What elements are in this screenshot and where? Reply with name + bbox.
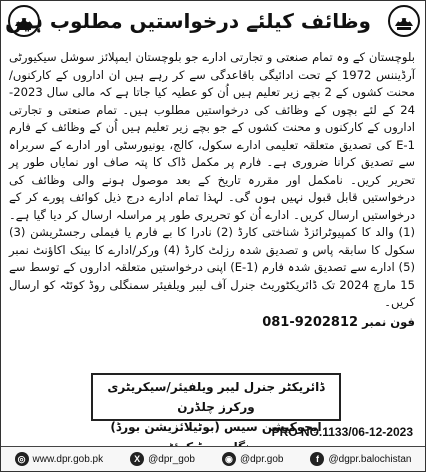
footer: [1, 446, 425, 471]
pro-number: PRO NO.1133/06-12-2023: [271, 425, 413, 439]
instagram-text: @dpr.gob: [239, 453, 284, 465]
footer-instagram[interactable]: [222, 452, 284, 466]
facebook-text: @dgpr.balochistan: [328, 453, 412, 465]
phone-number: 081-9202812: [262, 314, 359, 330]
header: [5, 4, 423, 40]
twitter-icon: X: [130, 452, 144, 466]
globe-icon: ◎: [15, 452, 29, 466]
page-title: وظائف کیلئے درخواستیں مطلوب ہیں: [5, 9, 371, 33]
twitter-text: @dpr_gob: [148, 453, 195, 465]
phone-line: [9, 314, 415, 332]
signature-line-2: ایجوکیشن سیس (بوٹیلائزیشن بورڈ): [110, 420, 322, 434]
body-paragraph: بلوچستان کے وہ تمام صنعتی و تجارتی ادارے جو بلوچستان ایمپلائز سوشل سیکیورٹی آرڈیننس 1972 کے تحت ادائیگی باقاعدگی سے کر رہے ہیں ان اداروں کے کارکنوں/محنت کشوں کے 2 بچے زیر تعلیم ہیں اُن کو عطیہ کیا جاتا ہے کہ مالی سال 2023-24 کے لئے بچوں کے وظائف کی درخواستیں مطلوب ہیں۔ تمام صنعتی و تجارتی اداروں کے کارکنوں و محنت کشوں کے جو بچے زیر تعلیم ہیں اُن کے وظائف کے فارم E-1 کی تصدیق متعلقہ تعلیمی ادارے سکول، کالج، یونیورسٹی اور ادارے کے سربراہ سے تصدیق کرانا ضروری ہے۔ فارم پر مکمل ڈاک کا پتہ صاف اور نمایاں طور پر تحریر کریں۔ نامکمل اور مقررہ تاریخ کے بعد موصول ہونے والی وظائف کی درخواستیں قابل قبول نہیں ہوں گی۔ لہذا تمام ادارے درج ذیل کوائف پورے کر کے درخواستیں ارسال کریں۔ ادارے اُن کو تحریری طور پر مراسلہ ارسال کر دیا گیا ہے۔ (1) والد کا کمپیوٹرائزڈ شناختی کارڈ (2) نادرا کا بے فارم یا فیملی رجسٹریشن (3) سکول کا سابقہ پاس و تصدیق شدہ رزلٹ کارڈ (4) ورکر/ادارے کا بینک اکاؤنٹ نمبر (5) ادارے سے تصدیق شدہ فارم (E-1) اپنی درخواستیں متعلقہ اداروں کے توسط سے 15 مارچ 2024 تک ڈائریکٹوریٹ جنرل آف لیبر ویلفیئر سمنگلی روڈ کوئٹہ کو ارسال کریں۔: [9, 50, 416, 309]
signature-block: [91, 373, 341, 434]
advertisement-body: [9, 49, 415, 369]
website-text: www.dpr.gob.pk: [32, 453, 104, 465]
phone-label: فون نمبر: [362, 314, 415, 329]
instagram-icon: ◉: [222, 452, 236, 466]
facebook-icon: f: [310, 452, 324, 466]
footer-twitter[interactable]: [130, 452, 195, 466]
footer-facebook[interactable]: [310, 452, 411, 466]
signature-line-1: ڈائریکٹر جنرل لیبر ویلفیئر/سیکریٹری ورکرز چلڈرن: [107, 380, 325, 414]
balochistan-emblem-icon: [387, 4, 421, 38]
footer-website[interactable]: [15, 452, 104, 466]
